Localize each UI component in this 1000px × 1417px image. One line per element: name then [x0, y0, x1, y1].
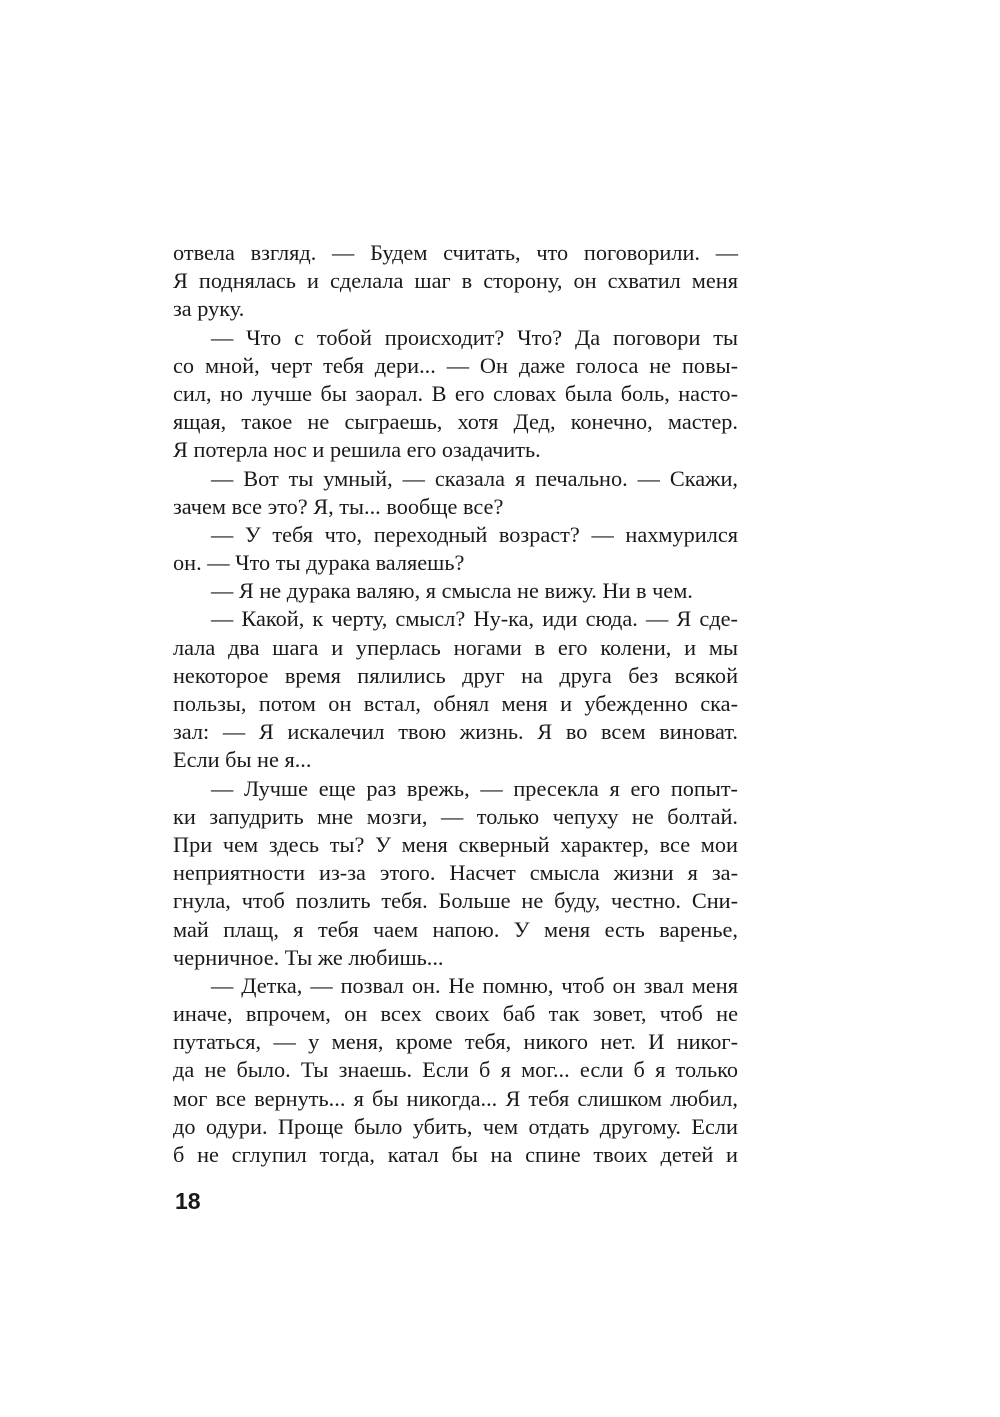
text-line: — Детка, — позвал он. Не помню, чтоб он звал меня — [211, 972, 738, 998]
text-line: — Я не дурака валяю, я смысла не вижу. Ни в чем. — [211, 578, 693, 604]
page-number: 18 — [175, 1188, 201, 1214]
text-line: неприятности из-за этого. Насчет смысла жизни я за- — [173, 860, 738, 886]
text-line: — Лучше еще раз врежь, — пресекла я его попыт- — [211, 775, 738, 801]
text-line: ки запудрить мне мозги, — только чепуху не болтай. — [173, 803, 738, 829]
book-text — [173, 239, 738, 1169]
text-line: Я потерла нос и решила его озадачить. — [173, 437, 541, 463]
text-line: пользы, потом он встал, обнял меня и убежденно ска- — [173, 691, 738, 716]
text-line: путаться, — у меня, кроме тебя, никого нет. И никог- — [173, 1029, 738, 1055]
text-line: зал: — Я искалечил твою жизнь. Я во всем виноват. — [173, 719, 738, 745]
text-line: иначе, впрочем, он всех своих баб так зовет, чтоб не — [173, 1001, 738, 1027]
text-line: отвела взгляд. — Будем считать, что поговорили. — — [173, 240, 738, 265]
text-line: лала два шага и уперлась ногами в его колени, и мы — [173, 634, 738, 660]
text-line: сил, но лучше бы заорал. В его словах была боль, насто- — [173, 380, 738, 406]
text-line: да не было. Ты знаешь. Если б я мог... если б я только — [173, 1057, 738, 1083]
text-line: некоторое время пялились друг на друга без всякой — [173, 662, 738, 688]
text-line: гнула, чтоб позлить тебя. Больше не буду, честно. Сни- — [173, 888, 738, 914]
text-line: Если бы не я... — [173, 747, 312, 773]
text-line: — Какой, к черту, смысл? Ну-ка, иди сюда. — Я сде- — [211, 606, 738, 632]
text-line: зачем все это? Я, ты... вообще все? — [173, 493, 504, 519]
text-line: — Вот ты умный, — сказала я печально. — Скажи, — [211, 465, 738, 491]
text-line: черничное. Ты же любишь... — [173, 944, 444, 970]
text-line: со мной, черт тебя дери... — Он даже голоса не повы- — [173, 352, 738, 378]
text-line: Я поднялась и сделала шаг в сторону, он схватил меня — [173, 268, 738, 294]
text-line: май плащ, я тебя чаем напою. У меня есть варенье, — [173, 916, 738, 942]
text-line: При чем здесь ты? У меня скверный характер, все мои — [173, 831, 738, 857]
text-line: б не сглупил тогда, катал бы на спине твоих детей и — [173, 1142, 738, 1167]
text-line: он. — Что ты дурака валяешь? — [173, 550, 465, 576]
text-line: — Что с тобой происходит? Что? Да поговори ты — [211, 324, 738, 350]
text-line: ящая, такое не сыграешь, хотя Дед, конечно, мастер. — [173, 409, 738, 435]
text-line: до одури. Проще было убить, чем отдать другому. Если — [173, 1113, 738, 1139]
text-line: за руку. — [173, 296, 245, 322]
text-line: мог все вернуть... я бы никогда... Я тебя слишком любил, — [173, 1085, 738, 1111]
text-line: — У тебя что, переходный возраст? — нахмурился — [211, 521, 738, 547]
